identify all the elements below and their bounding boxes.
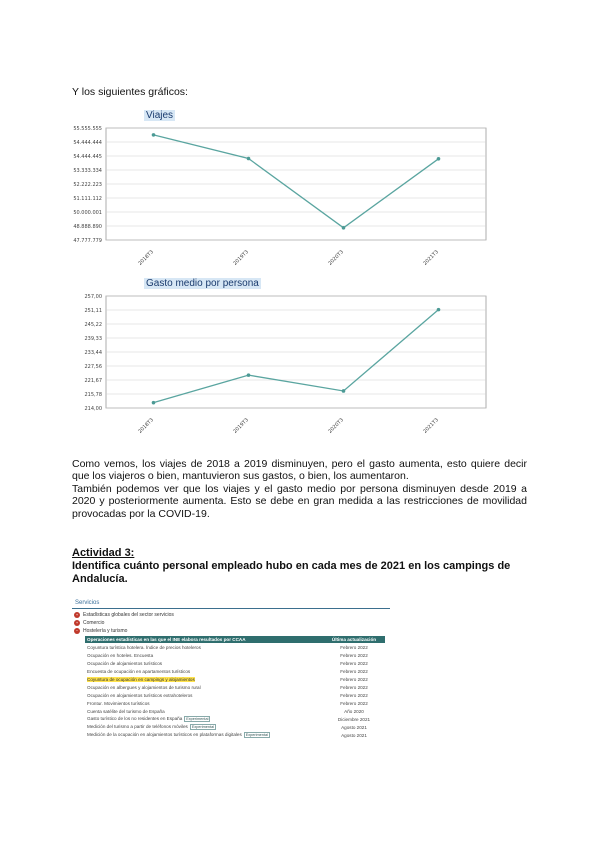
y-tick-label: 251,11 [84, 308, 102, 314]
x-tick-label: 2018T3 [137, 417, 155, 435]
chart-gasto [60, 290, 500, 450]
operations-table [85, 636, 385, 739]
expand-icon: + [75, 612, 79, 617]
table-row[interactable] [85, 675, 385, 683]
update-date: Agosto 2021 [341, 732, 367, 738]
update-date: Febrero 2022 [340, 692, 368, 698]
update-date: Agosto 2021 [341, 724, 367, 730]
paragraph-1: Como vemos, los viajes de 2018 a 2019 disminuyen, pero el gasto aumenta, esto quiere decir que los viajeros o bien, mantuvieron sus gastos, o bien, los aumentaron. [72, 458, 527, 483]
table-row[interactable] [85, 659, 385, 667]
data-point [342, 389, 346, 393]
data-point [247, 157, 251, 161]
operation-link[interactable]: Coyuntura de ocupación en campings y alojamientos [87, 676, 195, 682]
y-tick-label: 53.333.334 [73, 168, 102, 174]
y-tick-label: 51.111.112 [73, 196, 102, 202]
data-point [342, 226, 346, 230]
data-point [437, 308, 441, 312]
ine-screenshot [72, 598, 390, 796]
operation-link[interactable]: Medición del turismo a partir de teléfonos móviles Experimental [87, 724, 215, 729]
experimental-badge: Experimental [186, 717, 209, 721]
expand-icon: + [75, 620, 79, 625]
data-point [152, 401, 156, 405]
update-date: Febrero 2022 [340, 676, 368, 682]
activity-title: Actividad 3: [72, 547, 135, 559]
y-tick-label: 239,33 [84, 336, 102, 342]
update-date: Febrero 2022 [340, 684, 368, 690]
y-tick-label: 52.222.223 [73, 182, 102, 188]
y-tick-label: 54.444.445 [73, 154, 102, 160]
update-date: Año 2020 [344, 708, 364, 714]
y-tick-label: 55.555.555 [73, 126, 102, 132]
x-tick-label: 2018T3 [137, 249, 155, 267]
chart2-title: Gasto medio por persona [146, 278, 259, 289]
x-tick-label: 2021T3 [422, 417, 440, 435]
y-tick-label: 215,78 [84, 392, 102, 398]
update-date: Febrero 2022 [340, 668, 368, 674]
operation-link[interactable]: Cuenta satélite del turismo de España [87, 708, 165, 714]
paragraph-2: También podemos ver que los viajes y el gasto medio por persona disminuyen desde 2019 a 2020 y posteriormente aumenta. Esto se debe en gran medida a las restricciones de movilidad provocadas por la COVID-19. [72, 483, 527, 520]
operation-link[interactable]: Gasto turístico de los no residentes en España Experimental [87, 716, 209, 721]
table-row[interactable] [85, 723, 385, 731]
update-date: Febrero 2022 [340, 700, 368, 706]
table-row[interactable] [85, 643, 385, 651]
y-tick-label: 214,00 [84, 406, 102, 412]
x-tick-label: 2021T3 [422, 249, 440, 267]
table-row[interactable] [85, 683, 385, 691]
table-header-updated: Última actualización [323, 636, 385, 643]
divider [72, 608, 390, 609]
operation-link[interactable]: Medición de la ocupación en alojamientos turísticos en plataformas digitales Experimental [87, 732, 268, 737]
operation-link[interactable]: Ocupación en alojamientos turísticos extrahoteleros [87, 692, 193, 698]
collapse-icon: − [75, 628, 79, 633]
update-date: Diciembre 2021 [337, 716, 371, 722]
table-row[interactable] [85, 707, 385, 715]
y-tick-label: 227,56 [84, 364, 102, 370]
experimental-badge: Experimental [191, 725, 215, 729]
table-row[interactable] [85, 699, 385, 707]
update-date: Febrero 2022 [340, 652, 368, 658]
y-tick-label: 257,00 [84, 294, 102, 300]
chart-viajes [60, 122, 500, 282]
screenshot-header: Servicios [75, 600, 100, 606]
y-tick-label: 233,44 [84, 350, 102, 356]
nav-item-comercio[interactable]: + Comercio [75, 620, 105, 626]
table-row[interactable] [85, 651, 385, 659]
x-tick-label: 2020T3 [327, 249, 345, 267]
table-row[interactable] [85, 667, 385, 675]
table-row[interactable] [85, 715, 385, 723]
data-point [437, 157, 441, 161]
data-point [247, 373, 251, 377]
operation-link[interactable]: Ocupación de alojamientos turísticos [87, 660, 163, 666]
y-tick-label: 54.444.444 [73, 140, 102, 146]
x-tick-label: 2019T3 [232, 417, 250, 435]
y-tick-label: 221,67 [84, 378, 102, 384]
operation-link[interactable]: Frontur. Movimientos turísticos [87, 700, 150, 706]
table-row[interactable] [85, 691, 385, 699]
operation-link[interactable]: Coyuntura turística hotelera. Índice de precios hoteleros [87, 644, 201, 650]
y-tick-label: 50.000.001 [73, 210, 102, 216]
y-tick-label: 245,22 [84, 322, 102, 328]
operation-link[interactable]: Ocupación en hoteles. Encuesta [87, 652, 154, 658]
nav-item-global[interactable]: + Estadísticas globales del sector servicios [75, 612, 174, 618]
table-row[interactable] [85, 731, 385, 739]
nav-item-hosteleria[interactable]: − Hostelería y turismo [75, 628, 128, 634]
x-tick-label: 2019T3 [232, 249, 250, 267]
x-tick-label: 2020T3 [327, 417, 345, 435]
data-point [152, 133, 156, 137]
update-date: Febrero 2022 [340, 644, 368, 650]
intro-text: Y los siguientes gráficos: [72, 86, 188, 98]
operation-link[interactable]: Encuesta de ocupación en apartamentos turísticos [87, 668, 191, 674]
experimental-badge: Experimental [245, 733, 268, 737]
table-header-operations: Operaciones estadísticas en las que el INE elabora resultados por CCAA [85, 636, 323, 643]
activity-question: Identifica cuánto personal empleado hubo en cada mes de 2021 en los campings de Andalucía. [72, 560, 511, 585]
update-date: Febrero 2022 [340, 660, 368, 666]
chart1-title: Viajes [146, 110, 174, 121]
y-tick-label: 48.888.890 [73, 224, 102, 230]
operation-link[interactable]: Ocupación en albergues y alojamientos de turismo rural [87, 684, 201, 690]
y-tick-label: 47.777.779 [73, 238, 102, 244]
